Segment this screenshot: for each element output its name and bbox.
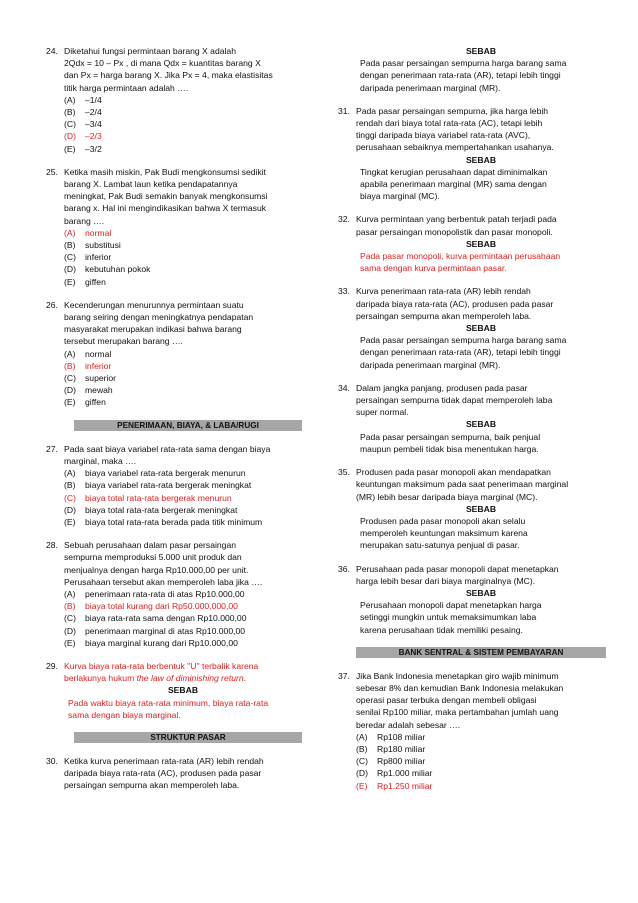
question-line: Kurva penerimaan rata-rata (AR) lebih rendah (356, 286, 531, 297)
question-line: super normal. (356, 407, 409, 418)
reason-line: daripada penerimaan marginal (MR). (360, 359, 501, 370)
option-a: (A) Rp108 miliar (356, 731, 426, 742)
option-d: (D) penerimaan marginal di atas Rp10.000,00 (64, 625, 246, 636)
question-line: senilai Rp100 miliar, maka pertambahan jumlah uang (356, 707, 559, 718)
question-line: Pada pasar persaingan sempurna, jika harga lebih (356, 105, 549, 116)
question-26 (46, 299, 302, 409)
question-34 (338, 382, 606, 455)
option-c: (C) –3/4 (64, 119, 102, 130)
option-a-answer: (A) normal (64, 227, 112, 238)
reason-line: Perusahaan monopoli dapat menetapkan harga (360, 600, 542, 611)
option-a: (A) normal (64, 348, 112, 359)
option-e: (E) biaya marginal kurang dari Rp10.000,00 (64, 637, 238, 648)
option-d: (D) biaya total rata-rata bergerak meningkat (64, 504, 238, 515)
question-line: dan Px = harga barang X. Jika Px = 4, maka elastisitas (64, 70, 273, 81)
question-number: 28. (46, 540, 58, 551)
sebab-label: SEBAB (465, 46, 497, 56)
question-30 (46, 755, 302, 792)
option-b-answer: (B) inferior (64, 360, 112, 371)
question-line: titik harga permintaan adalah …. (64, 82, 189, 93)
question-line: Kurva biaya rata-rata berbentuk "U" terbalik karena (64, 660, 259, 671)
question-line: masyarakat merupakan indikasi bahwa barang (64, 324, 242, 335)
option-c: (C) Rp800 miliar (356, 756, 426, 767)
reason-line: memperoleh keuntungan maksimum karena (360, 528, 528, 539)
question-line: sebesar 8% dan kemudian Bank Indonesia melakukan (356, 682, 564, 693)
question-line: Perusahaan tersebut akan memperoleh laba jika …. (64, 576, 263, 587)
question-line: pasar persaingan monopolistik dan pasar monopoli. (356, 226, 553, 237)
option-list (64, 227, 302, 288)
question-line: Pada saat biaya variabel rata-rata sama dengan biaya (64, 443, 271, 454)
question-line: barang seiring dengan meningkatnya pendapatan (64, 312, 254, 323)
sebab-label: SEBAB (465, 503, 497, 514)
question-line: daripada biaya rata-rata (AC), produsen pada pasar (64, 768, 262, 779)
question-line: rendah dari biaya total rata-rata (AC), tetapi lebih (356, 118, 543, 129)
question-33 (338, 285, 606, 370)
reason-line: setinggi mungkin untuk memaksimumkan laba (360, 612, 537, 623)
option-d: (D) mewah (64, 385, 113, 396)
question-number: 30. (46, 755, 58, 766)
question-line: Diketahui fungsi permintaan barang X adalah (64, 46, 236, 56)
option-b: (B) substitusi (64, 240, 121, 251)
reason-line: karena perusahaan tidak memiliki pesaing. (360, 624, 523, 635)
question-line: Ketika kurva penerimaan rata-rata (AR) lebih rendah (64, 755, 264, 766)
question-number: 37. (338, 670, 350, 681)
sebab-label: SEBAB (167, 685, 199, 696)
question-29 (46, 660, 302, 721)
sebab-label: SEBAB (465, 323, 497, 334)
option-e: (E) giffen (64, 397, 106, 408)
option-a: (A) penerimaan rata-rata di atas Rp10.000,00 (64, 588, 245, 599)
question-line: marginal, maka …. (64, 455, 137, 466)
question-line: persaingan sempurna tidak dapat memperoleh laba (356, 395, 553, 406)
sebab-label: SEBAB (465, 238, 497, 249)
option-b-answer: (B) biaya total kurang dari Rp50.000.000,00 (64, 601, 238, 612)
question-27 (46, 443, 302, 528)
option-d-answer: (D) –2/3 (64, 131, 102, 142)
question-line: Ketika masih miskin, Pak Budi mengkonsumsi sedikit (64, 166, 267, 177)
section-header-penerimaan: PENERIMAAN, BIAYA, & LABA/RUGI (74, 420, 302, 431)
option-d: (D) Rp1.000 miliar (356, 768, 433, 779)
reason-line: Pada pasar persaingan sempurna harga barang sama (360, 58, 567, 69)
question-line: meningkat, Pak Budi semakin banyak mengkonsumsi (64, 191, 268, 202)
question-line: persaingan sempurna akan memperoleh laba. (356, 310, 532, 321)
reason-line: dengan penerimaan rata-rata (AR), tetapi lebih tinggi (360, 70, 561, 81)
reason-line: sama dengan kurva permintaan pasar. (360, 263, 507, 274)
option-e: (E) biaya total rata-rata berada pada titik minimum (64, 516, 263, 527)
question-line: harga lebih besar dari biaya marginalnya (MC). (356, 575, 536, 586)
question-number: 25. (46, 166, 58, 177)
left-column (46, 45, 302, 803)
reason-line: Tingkat kerugian perusahaan dapat diminimalkan (360, 166, 548, 177)
reason-line: apabila penerimaan marginal (MR) sama dengan (360, 179, 547, 190)
sebab-label: SEBAB (465, 587, 497, 598)
question-number: 26. (46, 299, 58, 310)
question-number: 32. (338, 214, 350, 225)
option-b: (B) Rp180 miliar (356, 743, 426, 754)
right-column (338, 45, 606, 803)
option-b: (B) –2/4 (64, 107, 102, 118)
question-32 (338, 213, 606, 274)
option-a: (A) –1/4 (64, 94, 102, 105)
reason-line: Produsen pada pasar monopoli akan selalu (360, 515, 526, 526)
reason-line: Pada pasar monopoli, kurva permintaan perusahaan (360, 251, 561, 262)
question-line: tersebut merupakan barang …. (64, 336, 183, 347)
question-number: 29. (46, 660, 58, 671)
question-31 (338, 105, 606, 203)
question-line: Perusahaan pada pasar monopoli dapat menetapkan (356, 563, 559, 574)
question-line: Jika Bank Indonesia menetapkan giro wajib minimum (356, 670, 559, 681)
reason-line: Pada waktu biaya rata-rata minimum, biaya rata-rata (68, 697, 269, 708)
option-d: (D) kebutuhan pokok (64, 264, 151, 275)
reason-line: daripada penerimaan marginal (MR). (360, 82, 501, 93)
question-line: menjualnya dengan harga Rp10.000,00 per unit. (64, 564, 249, 575)
reason-line: merupakan satu-satunya penjual di pasar. (360, 540, 520, 551)
question-number: 27. (46, 443, 58, 454)
question-line: (MR) lebih besar daripada biaya marginal (MC). (356, 491, 538, 502)
question-line: Kecenderungan menurunnya permintaan suatu (64, 299, 244, 310)
sebab-label: SEBAB (465, 154, 497, 165)
question-line: beredar adalah sebesar …. (356, 719, 461, 730)
question-28 (46, 539, 302, 649)
question-number: 35. (338, 467, 350, 478)
question-25 (46, 166, 302, 288)
option-e: (E) –3/2 (64, 143, 102, 154)
reason-line: Pada pasar persaingan sempurna harga barang sama (360, 335, 567, 346)
question-number: 33. (338, 286, 350, 297)
question-line: 2Qdx = 10 – Px , di mana Qdx = kuantitas barang X (64, 58, 261, 69)
question-line: keuntungan maksimum pada saat penerimaan marginal (356, 479, 569, 490)
question-number: 24. (46, 46, 58, 56)
question-36 (338, 563, 606, 636)
option-c: (C) inferior (64, 252, 112, 263)
question-line: perusahaan sebaiknya mempertahankan usahanya. (356, 142, 554, 153)
question-line: tinggi daripada biaya variabel rata-rata (AVC), (356, 130, 531, 141)
option-e-answer: (E) Rp1.250 miliar (356, 780, 433, 791)
question-24 (46, 45, 302, 155)
question-line: Dalam jangka panjang, produsen pada pasar (356, 382, 528, 393)
question-line: sempurna memproduksi 5.000 unit produk dan (64, 552, 242, 563)
reason-line: dengan penerimaan rata-rata (AR), tetapi lebih tinggi (360, 347, 561, 358)
option-list (64, 588, 302, 649)
question-line: Produsen pada pasar monopoli akan mendapatkan (356, 467, 551, 478)
reason-line: biaya marginal (MC). (360, 191, 440, 202)
question-line: Sebuah perusahaan dalam pasar persaingan (64, 540, 237, 551)
question-line: Kurva permintaan yang berbentuk patah terjadi pada (356, 214, 557, 225)
reason-line: sama dengan biaya marginal. (68, 709, 181, 720)
question-37 (338, 670, 606, 792)
option-list (64, 348, 302, 409)
question-line: barang x. Hal ini mengindikasikan bahwa X termasuk (64, 203, 267, 214)
question-35 (338, 466, 606, 551)
question-line: barang X. Lambat laun ketika pendapatannya (64, 179, 238, 190)
option-e: (E) giffen (64, 276, 106, 287)
option-c-answer: (C) biaya total rata-rata bergerak menurun (64, 492, 232, 503)
question-line: barang …. (64, 215, 105, 226)
reason-line: Pada pasar persaingan sempurna, baik penjual (360, 431, 541, 442)
question-number: 36. (338, 563, 350, 574)
option-c: (C) biaya rata-rata sama dengan Rp10.000,00 (64, 613, 247, 624)
question-line: berlakunya hukum the law of diminishing return. (64, 673, 247, 684)
question-number: 34. (338, 382, 350, 393)
option-list (64, 94, 302, 155)
option-a: (A) biaya variabel rata-rata bergerak menurun (64, 468, 246, 479)
option-list (356, 731, 606, 792)
question-line: daripada biaya rata-rata (AC), produsen pada pasar (356, 298, 554, 309)
sebab-label: SEBAB (465, 419, 497, 430)
question-line: operasi pasar terbuka dengan membeli obligasi (356, 695, 537, 706)
question-30-reason (338, 45, 606, 94)
section-header-bank-sentral: BANK SENTRAL & SISTEM PEMBAYARAN (356, 647, 606, 658)
option-b: (B) biaya variabel rata-rata bergerak meningkat (64, 480, 252, 491)
section-header-struktur-pasar: STRUKTUR PASAR (74, 732, 302, 743)
option-c: (C) superior (64, 373, 117, 384)
option-list (64, 467, 302, 528)
reason-line: maupun pembeli tidak bisa menentukan harga. (360, 443, 539, 454)
question-line: persaingan sempurna akan memperoleh laba. (64, 780, 240, 791)
question-number: 31. (338, 105, 350, 116)
